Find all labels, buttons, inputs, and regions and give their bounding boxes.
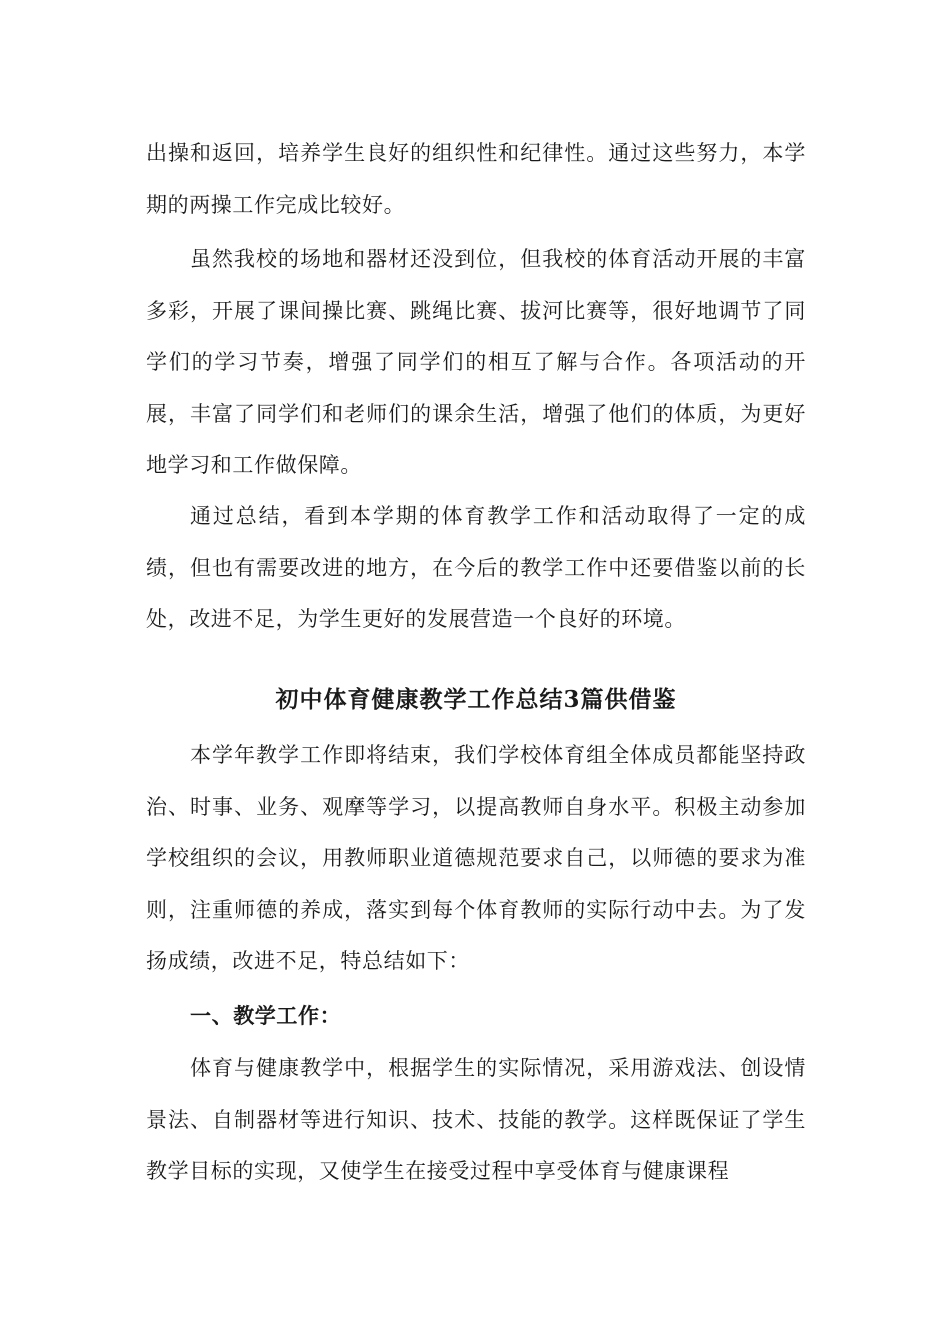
intro-paragraph: 本学年教学工作即将结束，我们学校体育组全体成员都能坚持政治、时事、业务、观摩等学习，以提高教师自身水平。积极主动参加学校组织的会议，用教师职业道德规范要求自己，以师德的要求为准则，注重师德的养成，落实到每个体育教师的实际行动中去。为了发扬成绩，改进不足，特总结如下： bbox=[146, 743, 806, 973]
continued-paragraph: 出操和返回，培养学生良好的组织性和纪律性。通过这些努力，本学期的两操工作完成比较好。 bbox=[146, 141, 806, 217]
activities-paragraph: 虽然我校的场地和器材还没到位，但我校的体育活动开展的丰富多彩，开展了课间操比赛、跳绳比赛、拔河比赛等，很好地调节了同学们的学习节奏，增强了同学们的相互了解与合作。各项活动的开展，丰富了同学们和老师们的课余生活，增强了他们的体质，为更好地学习和工作做保障。 bbox=[146, 247, 806, 477]
summary-paragraph: 通过总结，看到本学期的体育教学工作和活动取得了一定的成绩，但也有需要改进的地方，在今后的教学工作中还要借鉴以前的长处，改进不足，为学生更好的发展营造一个良好的环境。 bbox=[146, 504, 806, 631]
teaching-paragraph: 体育与健康教学中，根据学生的实际情况，采用游戏法、创设情景法、自制器材等进行知识、技术、技能的教学。这样既保证了学生教学目标的实现，又使学生在接受过程中享受体育与健康课程 bbox=[146, 1056, 806, 1183]
subheading-teaching-work: 一、教学工作： bbox=[190, 1003, 342, 1028]
section-title: 初中体育健康教学工作总结3篇供借鉴 bbox=[275, 686, 677, 713]
